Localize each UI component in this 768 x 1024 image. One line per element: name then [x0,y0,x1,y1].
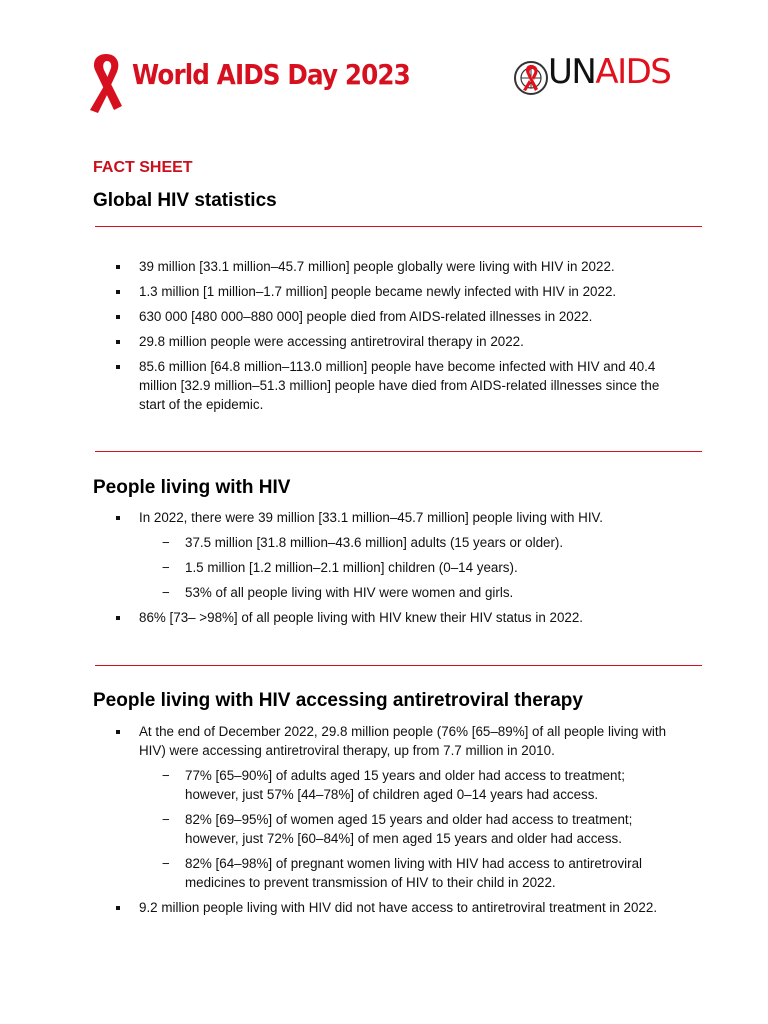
bullet-icon [116,315,120,319]
section-title-global-stats: Global HIV statistics [93,190,277,211]
list-item-text: 1.3 million [1 million–1.7 million] people became newly infected with HIV in 2022. [139,284,617,299]
logo-suffix: AIDS [595,52,671,92]
section-divider [95,451,702,452]
bullet-icon [116,265,120,269]
dash-icon: − [162,812,170,827]
sub-list-item [139,558,678,577]
bullet-icon [116,906,120,910]
bullet-icon [116,516,120,520]
sub-list-item-text: 82% [69–95%] of women aged 15 years and older had access to treatment; however, just 72% [60–84%] of men aged 15 years and older had access. [185,812,633,846]
bullet-icon [116,290,120,294]
sub-list [139,766,678,892]
bullet-icon [116,616,120,620]
list-item-text: 9.2 million people living with HIV did not have access to antiretroviral treatment in 2022. [139,900,658,915]
dash-icon: − [162,535,170,550]
list-item-text: 86% [73– >98%] of all people living with HIV knew their HIV status in 2022. [139,610,584,625]
event-title: World AIDS Day 2023 [132,58,410,91]
list-item-text: 39 million [33.1 million–45.7 million] people globally were living with HIV in 2022. [139,259,615,274]
dash-icon: − [162,585,170,600]
sub-list-item [139,854,678,892]
dash-icon: − [162,768,170,783]
fact-sheet-label: FACT SHEET [93,159,193,176]
sub-list [139,533,678,602]
list-item [0,282,768,301]
people-living-list [0,508,768,633]
bullet-icon [116,730,120,734]
list-item [0,357,768,414]
sub-list-item-text: 77% [65–90%] of adults aged 15 years and older had access to treatment; however, just 57% [44–78%] of children aged 0–14 years had access. [185,768,625,802]
page-header [0,0,768,130]
list-item-text: 29.8 million people were accessing antiretroviral therapy in 2022. [139,334,524,349]
list-item-text: In 2022, there were 39 million [33.1 million–45.7 million] people living with HIV. [139,510,603,525]
sub-list-item-text: 1.5 million [1.2 million–2.1 million] children (0–14 years). [185,560,518,575]
list-item-text: At the end of December 2022, 29.8 million people (76% [65–89%] of all people living with HIV) were accessing antiretroviral therapy, up from 7.7 million in 2010. [139,724,667,758]
bullet-icon [116,365,120,369]
unaids-logo [548,52,670,92]
sub-list-item-text: 53% of all people living with HIV were women and girls. [185,585,514,600]
list-item [0,307,768,326]
list-item [0,608,768,627]
sub-list-item-text: 37.5 million [31.8 million–43.6 million] adults (15 years or older). [185,535,564,550]
list-item [0,257,768,276]
list-item [0,332,768,351]
sub-list-item-text: 82% [64–98%] of pregnant women living with HIV had access to antiretroviral medicines to prevent transmission of HIV to their child in 2022. [185,856,643,890]
red-ribbon-icon [82,50,130,114]
section-divider [95,665,702,666]
sub-list-item [139,766,678,804]
section-divider [95,226,702,227]
dash-icon: − [162,560,170,575]
sub-list-item [139,583,678,602]
list-item-text: 630 000 [480 000–880 000] people died from AIDS-related illnesses in 2022. [139,309,593,324]
art-access-list [0,722,768,923]
sub-list-item [139,810,678,848]
section-title-people-living: People living with HIV [93,477,291,498]
list-item [0,722,768,892]
dash-icon: − [162,856,170,871]
global-stats-list [0,257,768,420]
section-title-art-access: People living with HIV accessing antiretroviral therapy [93,690,583,711]
bullet-icon [116,340,120,344]
list-item [0,898,768,917]
list-item [0,508,768,602]
logo-prefix: UN [548,52,596,92]
sub-list-item [139,533,678,552]
un-emblem-icon [512,59,550,97]
list-item-text: 85.6 million [64.8 million–113.0 million] people have become infected with HIV and 40.4 million [32.9 million–51.3 million] people have died from AIDS-related illnesses since the start of the epidemic. [139,359,660,412]
